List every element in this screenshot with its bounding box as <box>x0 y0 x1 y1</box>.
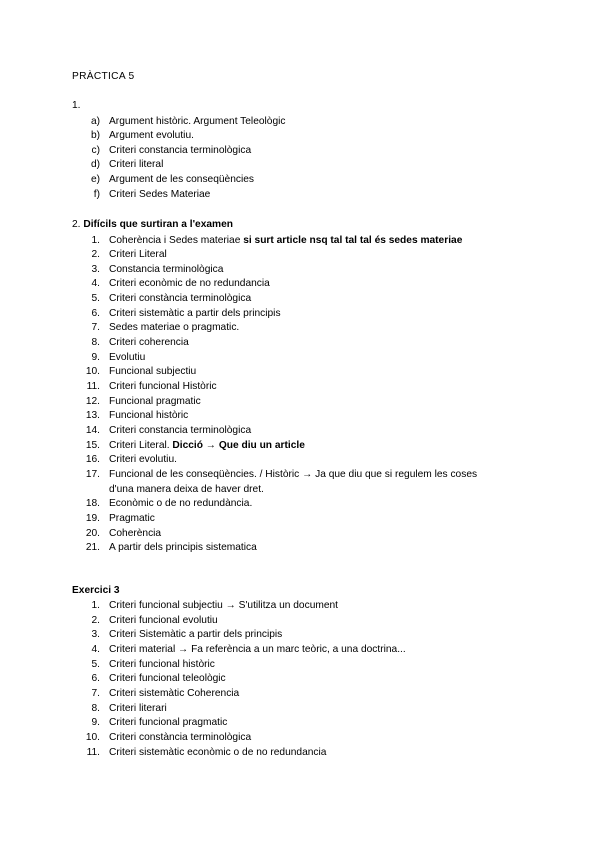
list-item-text <box>109 512 155 527</box>
list-item-plain: Criteri literari <box>109 702 167 714</box>
list-item-plain: Econòmic o de no redundància. <box>109 498 253 510</box>
list-item-text <box>109 263 223 278</box>
list-marker: 7. <box>91 687 100 699</box>
list-item <box>0 541 600 556</box>
list-item <box>0 614 600 629</box>
list-item <box>0 173 600 188</box>
list-item-text <box>109 277 270 292</box>
list-marker: f) <box>93 188 100 200</box>
list-item <box>0 292 600 307</box>
list-item-text <box>109 731 251 746</box>
list-item-text <box>109 321 239 336</box>
list-marker: 9. <box>91 351 100 363</box>
list-item <box>0 263 600 278</box>
list-item-plain: Argument històric. Argument Teleològic <box>109 115 286 127</box>
list-item-plain: Criteri Literal. <box>109 439 173 451</box>
list-marker: 6. <box>91 307 100 319</box>
list-item-plain: Funcional de les conseqüències. / Històric → Ja que diu que si regulem les coses <box>109 468 478 480</box>
list-item-text <box>109 527 161 542</box>
list-item <box>0 527 600 542</box>
list-item-text <box>109 144 251 159</box>
list-marker: 3. <box>91 629 100 641</box>
list-marker: 8. <box>91 337 100 349</box>
list-item <box>0 115 600 130</box>
list-item <box>0 439 600 454</box>
page-title: PRÀCTICA 5 <box>72 71 135 82</box>
list-item-text <box>109 409 188 424</box>
list-item-text <box>109 716 227 731</box>
list-item <box>0 658 600 673</box>
list-marker: 7. <box>91 322 100 334</box>
list-item-plain: Criteri funcional teleològic <box>109 673 226 685</box>
list-marker: b) <box>90 130 100 142</box>
list-item-plain: Pragmatic <box>109 512 155 524</box>
list-item-text <box>109 687 239 702</box>
list-marker: 6. <box>91 673 100 685</box>
list-item <box>0 336 600 351</box>
list-item <box>0 512 600 527</box>
list-item-text <box>109 158 163 173</box>
list-item-plain: Criteri funcional evolutiu <box>109 614 218 626</box>
list-item-text <box>109 541 257 556</box>
list-item-plain: Criteri material → Fa referència a un marc teòric, a una doctrina... <box>109 643 406 655</box>
list-item <box>0 453 600 468</box>
list-item-plain: Criteri evolutiu. <box>109 454 177 466</box>
list-item-plain: Criteri funcional pragmatic <box>109 717 228 729</box>
list-item-text <box>109 365 196 380</box>
list-item <box>0 351 600 366</box>
list-marker: 9. <box>91 717 100 729</box>
list-item <box>0 628 600 643</box>
list-item-plain: Criteri funcional subjectiu → S'utilitza un document <box>109 600 339 611</box>
list-item-plain: Criteri sistemàtic econòmic o de no redundancia <box>109 746 327 758</box>
list-item-text <box>109 468 477 483</box>
list-item <box>0 468 600 483</box>
list-item-text <box>109 658 215 673</box>
list-item <box>0 599 600 614</box>
list-item-text <box>109 188 210 203</box>
list-item-plain: Criteri Sedes Materiae <box>109 188 211 200</box>
continuation-text: d'una manera deixa de haver dret. <box>109 483 264 495</box>
list-item <box>0 234 600 249</box>
list-marker: 11. <box>86 746 100 758</box>
list-item-plain: Coherència <box>109 527 162 539</box>
list-item-plain: Criteri Literal <box>109 249 167 261</box>
list-item-plain: Criteri sistemàtic a partir dels principis <box>109 307 281 319</box>
list-item-plain: Criteri constancia terminològica <box>109 144 252 156</box>
list-item <box>0 144 600 159</box>
list-item-text <box>109 439 305 454</box>
list-item-text <box>109 234 462 249</box>
list-item <box>0 158 600 173</box>
list-item-plain: Criteri Sistemàtic a partir dels principis <box>109 629 283 641</box>
list-item <box>0 277 600 292</box>
list-item-plain: Sedes materiae o pragmatic. <box>109 322 240 334</box>
section-1-number: 1. <box>72 100 81 111</box>
list-marker: 1. <box>91 600 100 611</box>
list-item-plain: Criteri funcional Històric <box>109 381 217 392</box>
list-item <box>0 424 600 439</box>
list-item-plain: Funcional històric <box>109 410 189 422</box>
list-item-plain: Criteri sistemàtic Coherencia <box>109 687 240 699</box>
list-marker: 18. <box>85 498 100 510</box>
list-marker: 10. <box>85 366 100 378</box>
list-marker: 20. <box>85 527 100 539</box>
list-item-plain: Criteri constància terminològica <box>109 731 252 743</box>
list-marker: 2. <box>91 249 100 261</box>
list-item-plain: Funcional subjectiu <box>109 366 197 378</box>
list-item-bold: si surt article nsq tal tal tal és sedes materiae <box>243 234 463 246</box>
list-item <box>0 672 600 687</box>
list-item-text <box>109 424 251 439</box>
list-item-text <box>109 248 167 263</box>
list-marker: 14. <box>85 424 100 436</box>
list-item-text <box>109 614 218 629</box>
list-item-text <box>109 336 189 351</box>
list-marker: 13. <box>85 410 100 422</box>
list-item <box>0 716 600 731</box>
section-2-title: Difícils que surtiran a l'examen <box>83 219 233 230</box>
list-marker: 19. <box>85 512 100 524</box>
list-marker: 2. <box>91 614 100 626</box>
list-marker: 10. <box>85 731 100 743</box>
list-item-text <box>109 702 167 717</box>
list-item-text <box>109 643 406 658</box>
list-item-plain: Criteri coherencia <box>109 337 189 349</box>
list-item <box>0 248 600 263</box>
list-item <box>0 380 600 395</box>
list-item-plain: Argument evolutiu. <box>109 130 194 142</box>
list-marker: 1. <box>91 234 100 246</box>
section-2-heading <box>72 218 233 233</box>
list-marker: 4. <box>91 643 100 655</box>
list-item-text <box>109 380 217 395</box>
list-marker: 8. <box>91 702 100 714</box>
list-item-text <box>109 129 194 144</box>
list-item <box>0 188 600 203</box>
list-item-plain: Criteri literal <box>109 159 164 171</box>
list-item <box>0 746 600 761</box>
list-item-plain: Evolutiu <box>109 351 146 363</box>
list-item-text <box>109 292 251 307</box>
list-marker: 4. <box>91 278 100 290</box>
list-marker: 21. <box>85 542 100 554</box>
list-marker: 3. <box>91 263 100 275</box>
list-item <box>0 702 600 717</box>
list-item-plain: Criteri constancia terminològica <box>109 424 252 436</box>
list-item <box>0 307 600 322</box>
list-item-text <box>109 395 201 410</box>
list-item <box>0 409 600 424</box>
list-item-text <box>109 497 252 512</box>
list-item <box>0 731 600 746</box>
list-marker: 12. <box>85 395 100 407</box>
list-item-plain: Coherència i Sedes materiae <box>109 234 244 246</box>
list-item-text <box>109 115 285 130</box>
list-item-text <box>109 599 338 614</box>
list-marker: 15. <box>85 439 100 451</box>
list-item <box>0 321 600 336</box>
list-item-plain: Constancia terminològica <box>109 263 224 275</box>
list-item-text <box>109 307 281 322</box>
list-item-text <box>109 173 254 188</box>
list-item-plain: Criteri funcional històric <box>109 658 215 670</box>
list-item-plain: Criteri constància terminològica <box>109 293 252 305</box>
list-item <box>0 497 600 512</box>
list-item <box>0 643 600 658</box>
list-item <box>0 395 600 410</box>
list-marker: 11. <box>86 381 100 392</box>
list-item <box>0 687 600 702</box>
section-2-number: 2. <box>72 219 81 230</box>
list-item <box>0 365 600 380</box>
list-marker: 5. <box>91 293 100 305</box>
list-item-plain: Argument de les conseqüències <box>109 174 254 186</box>
list-item-plain: Funcional pragmatic <box>109 395 201 407</box>
list-marker: 17. <box>85 468 100 480</box>
list-marker: 5. <box>91 658 100 670</box>
list-item-text <box>109 628 282 643</box>
list-marker: e) <box>90 174 100 186</box>
list-item-plain: Criteri econòmic de no redundancia <box>109 278 270 290</box>
list-item-text <box>109 746 326 761</box>
list-marker: d) <box>90 159 100 171</box>
list-marker: 16. <box>85 454 100 466</box>
list-item-text <box>109 672 226 687</box>
list-item-bold: Dicció → Que diu un article <box>172 439 305 451</box>
list-item-plain: A partir dels principis sistematica <box>109 542 257 554</box>
list-item-text <box>109 351 145 366</box>
list-item <box>0 129 600 144</box>
list-marker: a) <box>90 115 100 127</box>
section-3-heading: Exercici 3 <box>72 585 120 596</box>
list-item-text <box>109 453 177 468</box>
list-marker: c) <box>91 144 100 156</box>
